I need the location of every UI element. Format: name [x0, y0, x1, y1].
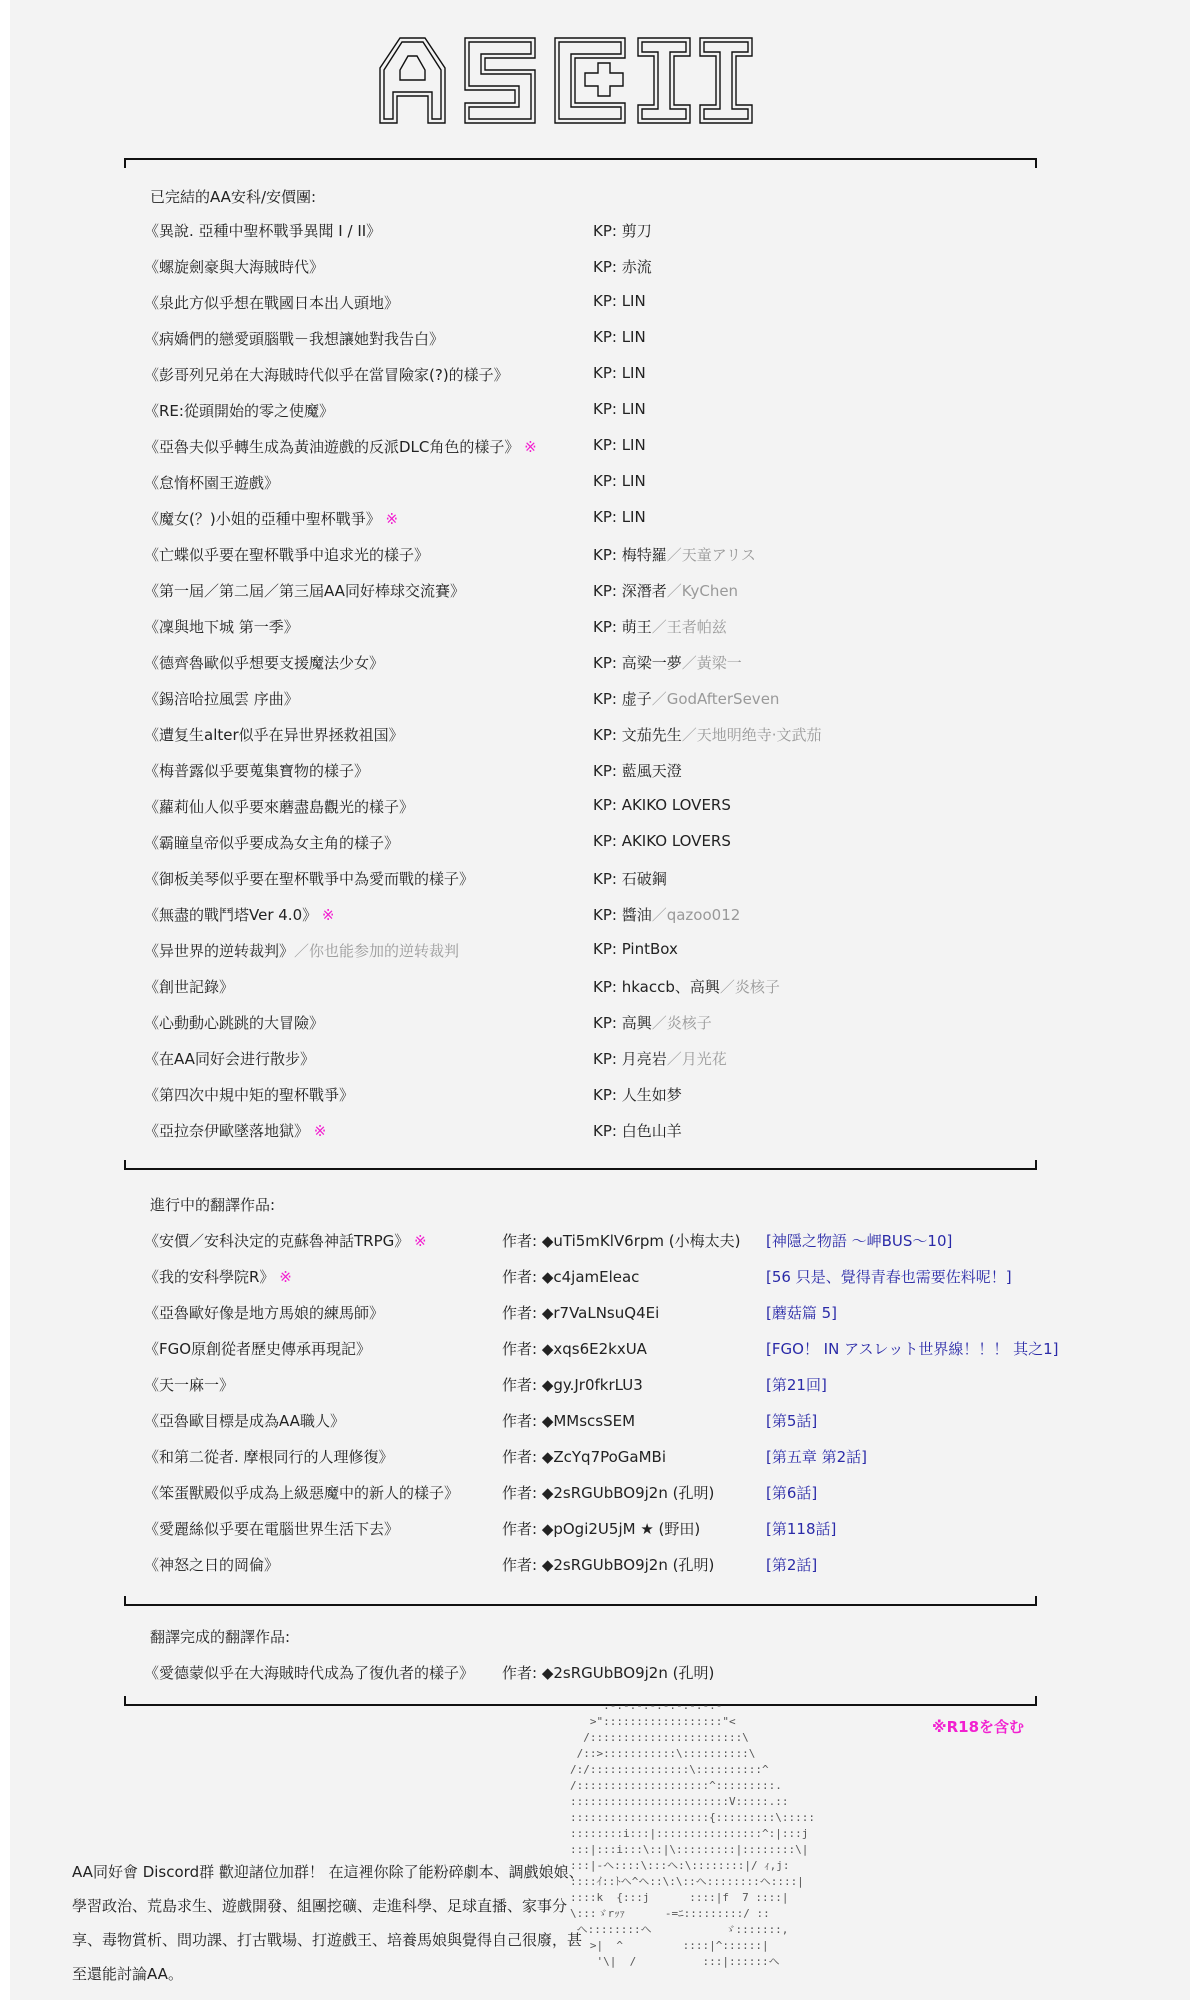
latest-chapter-link[interactable]: [第5話] [766, 1412, 818, 1430]
kp-name: KP: LIN [593, 400, 646, 418]
kp-info [593, 1084, 682, 1105]
completed-row [10, 616, 1190, 646]
work-title[interactable] [144, 364, 509, 385]
work-title[interactable] [144, 616, 299, 637]
ongoing-row [10, 1266, 1190, 1296]
title-text[interactable]: 《第四次中規中矩的聖杯戰爭》 [144, 1086, 355, 1104]
r18-mark: ※ [409, 1232, 427, 1250]
completed-row [10, 472, 1190, 502]
title-text[interactable]: 《第一屆／第二屆／第三屆AA同好棒球交流賽》 [144, 582, 465, 600]
kp-note: ／天地明绝寺·文武茄 [681, 726, 822, 744]
ongoing-section-title: 進行中的翻譯作品: [150, 1196, 276, 1214]
kp-info [593, 436, 646, 454]
completed-row [10, 1120, 1190, 1150]
completed-row [10, 904, 1190, 934]
completed-row [10, 1012, 1190, 1042]
kp-name: KP: 虚子 [593, 690, 652, 708]
kp-name: KP: 月亮岩 [593, 1050, 667, 1068]
work-title[interactable] [144, 1374, 234, 1395]
kp-name: KP: 高興 [593, 1014, 652, 1032]
completed-row [10, 400, 1190, 430]
r18-mark: ※ [380, 510, 399, 528]
author-info: 作者: ◆ZcYq7PoGaMBi [502, 1448, 667, 1466]
work-title[interactable] [144, 940, 459, 961]
kp-name: KP: 萌王 [593, 618, 652, 636]
work-title[interactable] [144, 400, 334, 421]
author-info: 作者: ◆c4jamEleac [502, 1268, 640, 1286]
page [10, 0, 1190, 2000]
title-text[interactable]: 《天一麻一》 [144, 1376, 235, 1394]
ongoing-row [10, 1446, 1190, 1476]
ongoing-row [10, 1374, 1190, 1404]
kp-info [593, 292, 646, 310]
completed-row [10, 1048, 1190, 1078]
completed-row [10, 724, 1190, 754]
r18-note: ※R18を含む [932, 1718, 1025, 1736]
kp-info [593, 616, 727, 637]
title-text[interactable]: 《在AA同好会进行散步》 [144, 1050, 315, 1068]
kp-info [593, 688, 779, 709]
work-title[interactable] [144, 724, 404, 745]
ascii-art-text: .-.-.-.-.-.-.-.-.- >"::::::::::::::::::"< /:::::::::::::::::::::::\ /::>:::::::::::\::::::::::\ /:/:::::::::::::::\::::::::::^ /::::::::::::::::::::^:::::::::. ::::::::::::::::::::::::V:::::.:: :::::::::::::::::::::{:::::::::\::::: ::::::::i:::|::::::::::::::::^:|:::j :::|:::i:::\::|\:::::::::|::::::::\| :::|-ヘ::::\:::ヘ:\::::::::|/ ｨ,j: ::::ｲ::ﾄヘ^ヘ::\:\::ヘ::::::::ヘ::::| ::::k {:::j ::::|f 7 ::::| \:::ゞrｯｧ -=ﾆ:::::::::/ :: ヘ::::::::ヘ ゞ:::::::, >| ^ ::::|^::::::| '\| / :::|::::::ヘ [570, 1699, 816, 1968]
completed-row [10, 436, 1190, 466]
title-text[interactable]: 《怠惰杯園王遊戲》 [144, 474, 280, 492]
kp-name: KP: 剪刀 [593, 222, 652, 240]
kp-info [593, 832, 731, 850]
kp-info [593, 220, 652, 241]
title-text[interactable]: 《異說. 亞種中聖杯戰爭異聞 I / II》 [144, 222, 382, 240]
work-title[interactable] [144, 1554, 279, 1575]
work-title[interactable] [144, 1482, 459, 1503]
latest-chapter-link[interactable]: [第6話] [766, 1484, 818, 1502]
completed-row [10, 796, 1190, 826]
completed-row [10, 220, 1190, 250]
title-text[interactable]: 《病嬌們的戀愛頭腦戰－我想讓她對我告白》 [144, 330, 445, 348]
kp-name: KP: 白色山羊 [593, 1122, 682, 1140]
title-text[interactable]: 《霸瞳皇帝似乎要成為女主角的樣子》 [144, 834, 400, 852]
title-text[interactable]: 《創世記錄》 [144, 978, 235, 996]
ongoing-row [10, 1302, 1190, 1332]
author-info: 作者: ◆MMscsSEM [502, 1412, 636, 1430]
kp-info [593, 364, 646, 382]
title-text[interactable]: 《亡蝶似乎要在聖杯戰爭中追求光的樣子》 [144, 546, 430, 564]
latest-chapter-link[interactable]: [神隱之物語 ～岬BUS～10] [766, 1232, 953, 1250]
author-info: 作者: ◆r7VaLNsuQ4Ei [502, 1304, 660, 1322]
work-title[interactable] [144, 832, 399, 853]
kp-info [593, 472, 646, 490]
work-title[interactable] [144, 1302, 384, 1323]
kp-info [593, 1048, 727, 1069]
kp-note: ／GodAfterSeven [651, 690, 780, 708]
kp-info [593, 256, 652, 277]
divider-top [124, 158, 1037, 168]
latest-chapter-link[interactable]: [FGO！ IN アスレット世界線！！！ 其之1] [766, 1340, 1059, 1358]
kp-info [593, 1120, 682, 1141]
author-info: 作者: ◆uTi5mKlV6rpm (小梅太夫) [502, 1232, 741, 1250]
work-title[interactable] [144, 580, 465, 601]
latest-chapter-link[interactable]: [第21回] [766, 1376, 827, 1394]
work-title[interactable]: 《愛德蒙似乎在大海賊時代成為了復仇者的樣子》 [144, 1664, 475, 1682]
work-title[interactable] [144, 508, 398, 529]
ongoing-row [10, 1230, 1190, 1260]
completed-row [10, 1084, 1190, 1114]
completed-row [10, 940, 1190, 970]
kp-note: ／KyChen [666, 582, 739, 600]
title-text[interactable]: 《心動動心跳跳的大冒險》 [144, 1014, 325, 1032]
r18-mark: ※ [309, 1122, 327, 1140]
finished-section-title: 翻譯完成的翻譯作品: [150, 1628, 291, 1646]
work-title[interactable] [144, 1446, 394, 1467]
work-title[interactable] [144, 1084, 354, 1105]
title-text[interactable]: 《彭哥列兄弟在大海賊時代似乎在當冒險家(?)的樣子》 [144, 366, 509, 384]
author-info: 作者: ◆2sRGUbBO9j2n (孔明) [502, 1556, 715, 1574]
title-text[interactable]: 《泉此方似乎想在戰國日本出人頭地》 [144, 294, 400, 312]
work-title[interactable] [144, 1230, 427, 1251]
r18-mark: ※ [519, 438, 537, 456]
work-title[interactable] [144, 1048, 315, 1069]
title-text[interactable]: 《魔女(？)小姐的亞種中聖杯戰爭》 [144, 510, 381, 528]
completed-row [10, 688, 1190, 718]
ascii-art-character [570, 1698, 990, 2000]
title-text[interactable]: 《亞魯歐目標是成為AA職人》 [144, 1412, 345, 1430]
kp-note: ／黃梁一 [681, 654, 742, 672]
title-text[interactable]: 《亞魯夫似乎轉生成為黃油遊戲的反派DLC角色的樣子》 [144, 438, 520, 456]
title-text[interactable]: 《亞魯歐好像是地方馬娘的練馬師》 [144, 1304, 385, 1322]
completed-row [10, 868, 1190, 898]
title-text[interactable]: 《笨蛋獸殿似乎成為上級惡魔中的新人的樣子》 [144, 1484, 460, 1502]
completed-row [10, 976, 1190, 1006]
kp-info [593, 724, 822, 745]
finished-row [10, 1662, 1190, 1692]
completed-section-title: 已完結的AA安科/安價團: [150, 188, 317, 206]
ascii-logo [370, 28, 760, 128]
title-text[interactable]: 《亞拉奈伊歐墜落地獄》 [144, 1122, 310, 1140]
kp-info [593, 976, 780, 997]
kp-note: ／王者帕兹 [651, 618, 727, 636]
work-title[interactable] [144, 868, 474, 889]
title-text[interactable]: 《遭复生alter似乎在异世界拯救祖国》 [144, 726, 404, 744]
completed-row [10, 760, 1190, 790]
title-text[interactable]: 《凜與地下城 第一季》 [144, 618, 299, 636]
kp-info [593, 868, 667, 889]
title-text[interactable]: 《德齊魯歐似乎想要支援魔法少女》 [144, 654, 385, 672]
divider-ongoing-end [124, 1596, 1037, 1606]
kp-info [593, 1012, 712, 1033]
work-title[interactable] [144, 292, 399, 313]
work-title[interactable] [144, 796, 414, 817]
title-text[interactable]: 《和第二從者. 摩根同行的人理修復》 [144, 1448, 394, 1466]
title-text[interactable]: 《RE:從頭開始的零之使魔》 [144, 402, 334, 420]
kp-name: KP: hkaccb、高興 [593, 978, 720, 996]
kp-name: KP: LIN [593, 328, 646, 346]
author-info: 作者: ◆xqs6E2kxUA [502, 1340, 647, 1358]
kp-note: ／炎核子 [651, 1014, 712, 1032]
title-text[interactable]: 《愛麗絲似乎要在電腦世界生活下去》 [144, 1520, 400, 1538]
kp-name: KP: LIN [593, 436, 646, 454]
title-text[interactable]: 《我的安科學院R》 [144, 1268, 275, 1286]
kp-info [593, 652, 742, 673]
latest-chapter-link[interactable]: [第五章 第2話] [766, 1448, 868, 1466]
latest-chapter-link[interactable]: [蘑菇篇 5] [766, 1304, 838, 1322]
title-text[interactable]: 《螺旋劍豪與大海賊時代》 [144, 258, 325, 276]
kp-note: ／qazoo012 [651, 906, 741, 924]
author-info: 作者: ◆2sRGUbBO9j2n (孔明) [502, 1484, 715, 1502]
kp-info [593, 904, 740, 925]
completed-row [10, 580, 1190, 610]
kp-info [593, 760, 682, 781]
kp-name: KP: 石破鋼 [593, 870, 667, 888]
completed-row [10, 544, 1190, 574]
ongoing-row [10, 1554, 1190, 1584]
kp-name: KP: 赤流 [593, 258, 652, 276]
kp-name: KP: AKIKO LOVERS [593, 832, 731, 850]
completed-row [10, 328, 1190, 358]
kp-name: KP: 梅特羅 [593, 546, 667, 564]
author-info: 作者: ◆2sRGUbBO9j2n (孔明) [502, 1664, 715, 1682]
work-title[interactable] [144, 976, 234, 997]
work-title[interactable] [144, 760, 369, 781]
kp-info [593, 328, 646, 346]
completed-row [10, 364, 1190, 394]
kp-name: KP: 藍風天澄 [593, 762, 682, 780]
work-title[interactable] [144, 1012, 324, 1033]
work-title[interactable] [144, 1338, 371, 1359]
title-text[interactable]: 《蘿莉仙人似乎要來蘑盡島觀光的樣子》 [144, 798, 415, 816]
work-title[interactable] [144, 472, 279, 493]
kp-name: KP: 文茄先生 [593, 726, 682, 744]
work-title[interactable] [144, 256, 324, 277]
kp-name: KP: LIN [593, 508, 646, 526]
kp-name: KP: 深潛者 [593, 582, 667, 600]
kp-info [593, 940, 678, 958]
author-info: 作者: ◆gy.Jr0fkrLU3 [502, 1376, 643, 1394]
ongoing-row [10, 1482, 1190, 1512]
kp-name: KP: LIN [593, 292, 646, 310]
divider-completed-end [124, 1160, 1037, 1170]
title-text[interactable]: 《FGO原創從者歷史傳承再現記》 [144, 1340, 372, 1358]
author-info: 作者: ◆pOgi2U5jM ★ (野田) [502, 1520, 701, 1538]
title-text[interactable]: 《异世界的逆转裁判》 [144, 942, 295, 960]
ongoing-row [10, 1518, 1190, 1548]
kp-name: KP: PintBox [593, 940, 678, 958]
work-title[interactable] [144, 1266, 292, 1287]
latest-chapter-link[interactable]: [第2話] [766, 1556, 818, 1574]
r18-mark: ※ [274, 1268, 292, 1286]
kp-note: ／炎核子 [719, 978, 780, 996]
kp-name: KP: 醬油 [593, 906, 652, 924]
title-text[interactable]: 《無盡的戰鬥塔Ver 4.0》 [144, 906, 318, 924]
title-text[interactable]: 《御板美琴似乎要在聖杯戰爭中為愛而戰的樣子》 [144, 870, 475, 888]
title-text[interactable]: 《梅普露似乎要蒐集寶物的樣子》 [144, 762, 370, 780]
work-title[interactable] [144, 1518, 399, 1539]
work-title[interactable] [144, 220, 381, 241]
title-note: ／你也能参加的逆转裁判 [294, 942, 460, 960]
completed-row [10, 292, 1190, 322]
work-title[interactable] [144, 652, 384, 673]
kp-name: KP: LIN [593, 472, 646, 490]
title-text[interactable]: 《錫涪哈拉風雲 序曲》 [144, 690, 299, 708]
completed-row [10, 256, 1190, 286]
kp-info [593, 796, 731, 814]
kp-name: KP: LIN [593, 364, 646, 382]
title-text[interactable]: 《安價／安科決定的克蘇魯神話TRPG》 [144, 1232, 410, 1250]
work-title[interactable] [144, 688, 299, 709]
latest-chapter-link[interactable]: [56 只是、覺得青春也需要佐料呢！] [766, 1268, 1012, 1286]
title-text[interactable]: 《神怒之日的岡倫》 [144, 1556, 280, 1574]
work-title[interactable] [144, 436, 537, 457]
work-title[interactable] [144, 328, 444, 349]
r18-mark: ※ [317, 906, 335, 924]
kp-name: KP: 人生如梦 [593, 1086, 682, 1104]
kp-info [593, 544, 756, 565]
ongoing-row [10, 1410, 1190, 1440]
completed-row [10, 652, 1190, 682]
latest-chapter-link[interactable]: [第118話] [766, 1520, 837, 1538]
kp-info [593, 508, 646, 526]
kp-note: ／月光花 [666, 1050, 727, 1068]
work-title[interactable] [144, 1410, 345, 1431]
discord-invite-text: AA同好會 Discord群 歡迎諸位加群！ 在這裡你除了能粉碎劇本、調戲娘娘、學習政治、荒島求生、遊戲開發、組團挖礦、走進科學、足球直播、家事分享、毒物賞析、問功課、打古戰場、打遊戲王、培養馬娘與覺得自己很廢，甚至還能討論AA。 [72, 1863, 584, 1983]
completed-row [10, 508, 1190, 538]
kp-info [593, 580, 738, 601]
work-title[interactable] [144, 1120, 326, 1141]
work-title[interactable] [144, 904, 334, 925]
kp-info [593, 400, 646, 418]
work-title[interactable] [144, 544, 429, 565]
completed-row [10, 832, 1190, 862]
kp-name: KP: 高梁一夢 [593, 654, 682, 672]
kp-note: ／天童アリス [666, 546, 756, 564]
ongoing-row [10, 1338, 1190, 1368]
kp-name: KP: AKIKO LOVERS [593, 796, 731, 814]
